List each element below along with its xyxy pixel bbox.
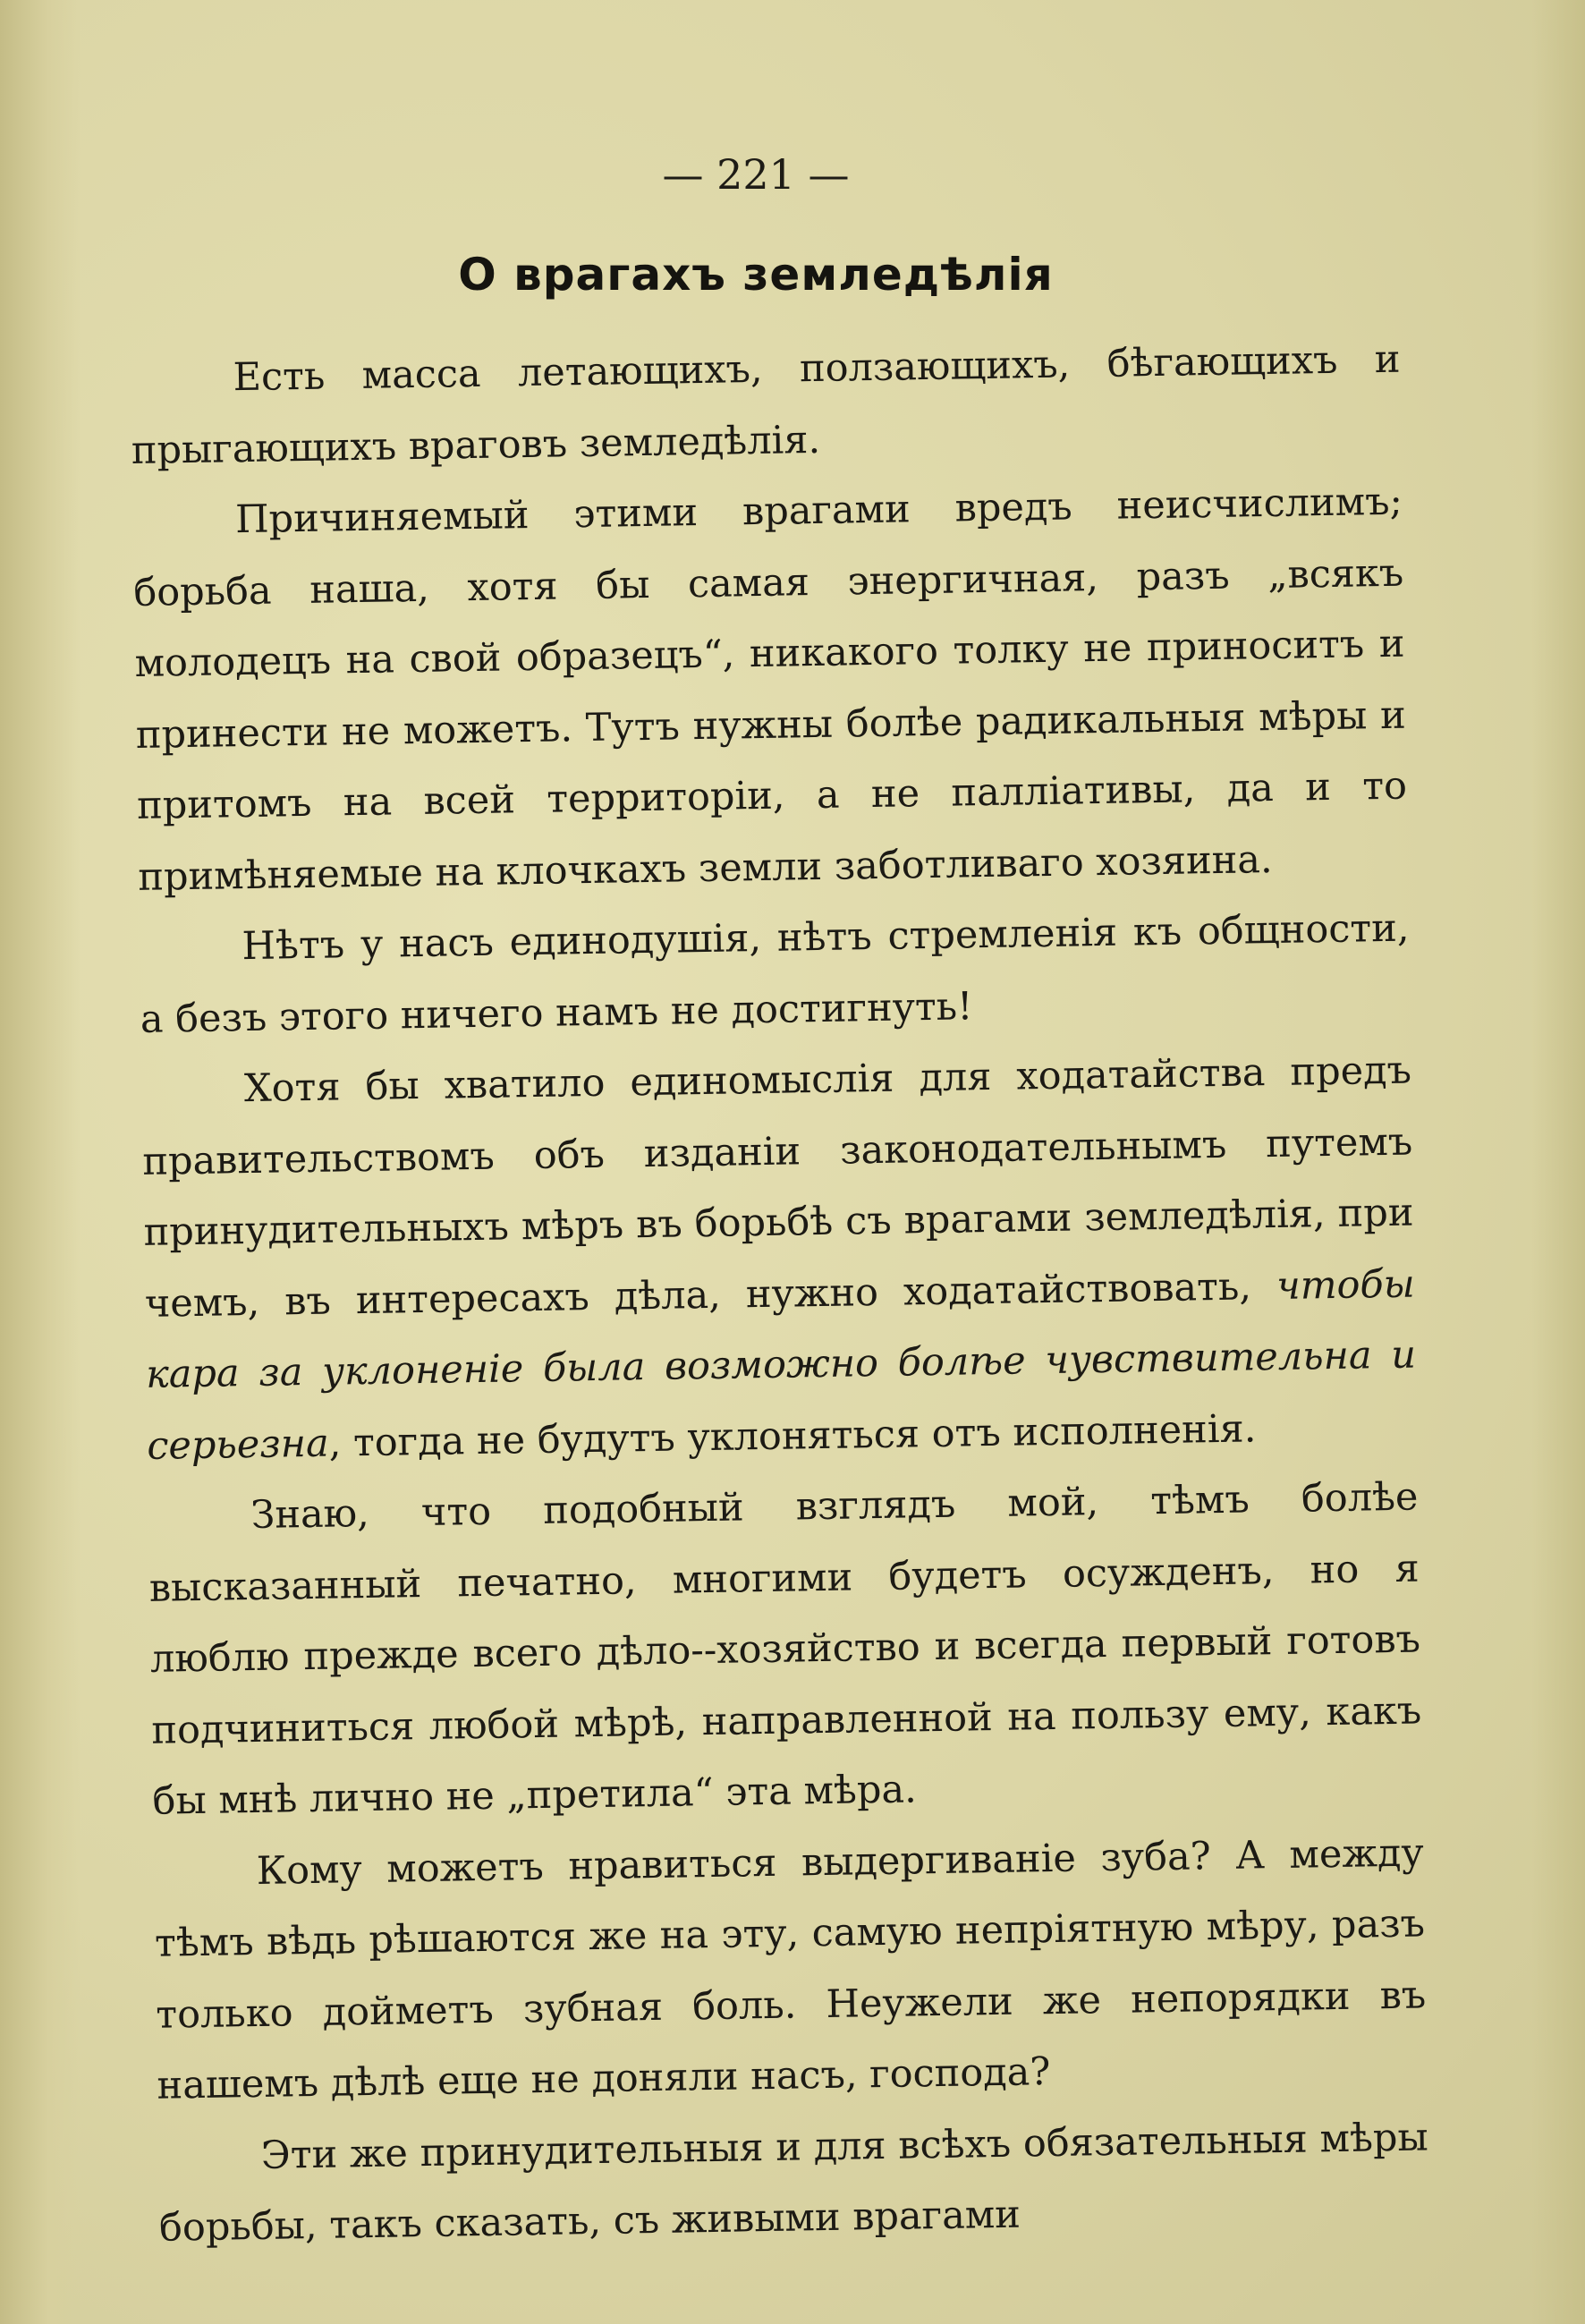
- paragraph-4-emphasis: чтобы кара за уклоненіе была возможно болѣе чувствительна и серьезна: [145, 1261, 1417, 1469]
- paragraph-2: Причиняемый этими врагами вредъ неисчислимъ; борьба наша, хотя бы самая энергичная, разъ „всякъ молодецъ на свой образецъ“, никакого толку не приноситъ и принести не можетъ. Тутъ нужны болѣе радикальныя мѣры и притомъ на всей территоріи, а не палліативы, да и то примѣняемые на клочкахъ земли заботливаго хозяина.: [132, 479, 1408, 900]
- paragraph-1: Есть масса летающихъ, ползающихъ, бѣгающихъ и прыгающихъ враговъ земледѣлія.: [131, 336, 1401, 473]
- page-title: О врагахъ земледѣлія: [458, 249, 1054, 301]
- page-edge-shadow: [1531, 0, 1585, 2324]
- body-text: [130, 325, 1430, 2265]
- paragraph-4-text-before: Хотя бы хватило единомыслія для ходатайства предъ правительствомъ объ изданіи законодательнымъ путемъ принудительныхъ мѣръ въ борьбѣ съ врагами земледѣлія, при чемъ, въ интересахъ дѣла, нужно ходатайствовать,: [141, 1047, 1414, 1327]
- paragraph-4: [140, 1036, 1417, 1482]
- paragraph-3: Нѣтъ у насъ единодушія, нѣтъ стремленія къ общности, а безъ этого ничего намъ не достигнуть!: [140, 905, 1410, 1042]
- paragraph-6: Кому можетъ нравиться выдергиваніе зуба? А между тѣмъ вѣдь рѣшаются же на эту, самую непріятную мѣру, разъ только дойметъ зубная боль. Неужели же непорядки въ нашемъ дѣлѣ еще не доняли насъ, господа?: [154, 1829, 1427, 2108]
- paragraph-5: Знаю, что подобный взглядъ мой, тѣмъ болѣе высказанный печатно, многими будетъ осужденъ, но я люблю прежде всего дѣло--хозяйство и всегда первый готовъ подчиниться любой мѣрѣ, направленной на пользу ему, какъ бы мнѣ лично не „претила“ эта мѣра.: [148, 1474, 1422, 1824]
- page-gutter-shadow: [0, 0, 81, 2324]
- page-number: — 221 —: [662, 150, 850, 199]
- paragraph-4-text-after: , тогда не будутъ уклоняться отъ исполненія.: [328, 1405, 1257, 1466]
- paragraph-7: Эти же принудительныя и для всѣхъ обязательныя мѣры борьбы, такъ сказать, съ живыми врагами: [158, 2114, 1429, 2251]
